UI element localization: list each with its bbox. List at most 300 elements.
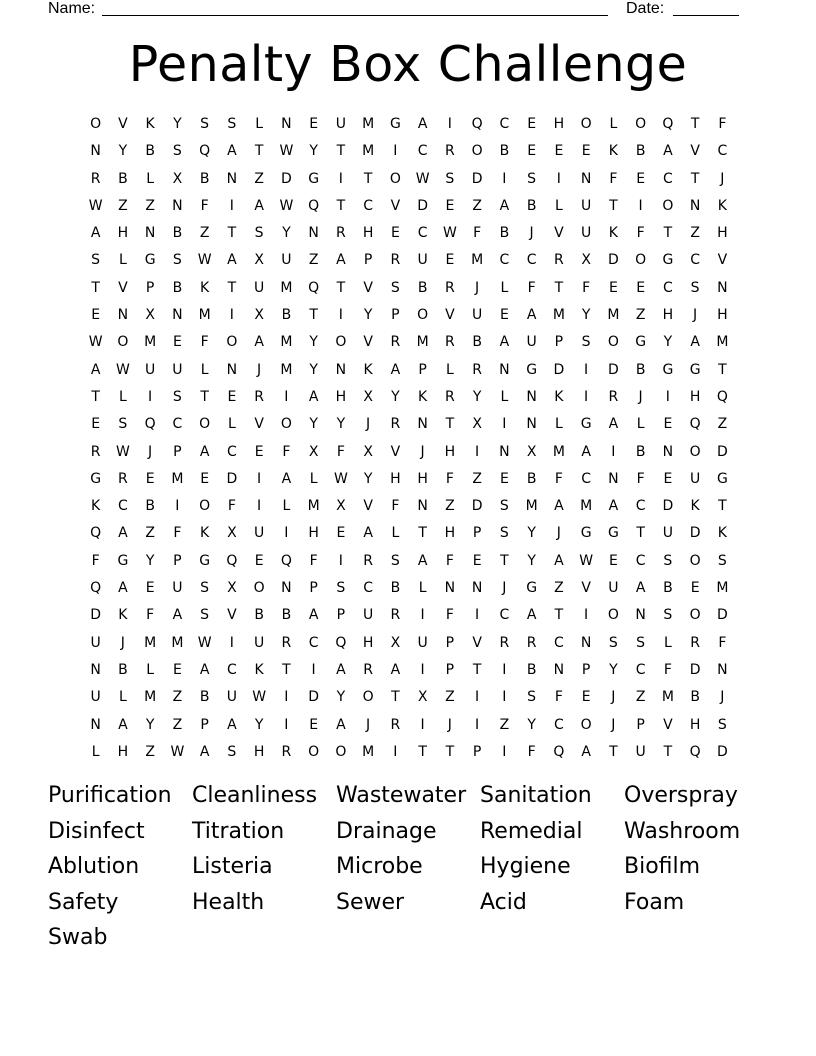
grid-letter: L [282,498,291,515]
grid-letter: B [145,498,155,515]
grid-letter: F [91,552,100,569]
grid-letter: A [336,716,346,733]
grid-row [82,684,736,711]
grid-letter: D [607,361,619,378]
grid-letter: W [579,552,594,569]
grid-letter: B [254,607,264,624]
grid-letter: W [279,143,294,160]
grid-letter: E [445,197,455,214]
grid-letter: D [226,470,238,487]
grid-letter: J [475,279,480,296]
grid-letter: S [200,607,210,624]
grid-letter: M [280,279,293,296]
grid-letter: B [472,334,482,351]
grid-letter: I [502,416,507,433]
grid-letter: S [200,580,210,597]
grid-letter: Y [472,388,482,405]
grid-letter: B [526,197,537,214]
grid-letter: C [553,716,564,733]
grid-letter: S [690,279,700,296]
grid-letter: I [420,716,425,733]
grid-row [82,520,736,547]
grid-row [82,739,736,766]
grid-letter: O [362,689,374,706]
word-bank-item: Health [192,889,265,915]
grid-letter: B [526,661,537,678]
grid-letter: H [362,634,374,651]
header-line [48,0,748,20]
grid-letter: N [281,116,292,132]
grid-letter: Y [336,416,346,433]
grid-letter: Z [717,416,728,433]
grid-letter: K [608,143,618,160]
grid-letter: R [363,661,373,678]
grid-letter: L [445,361,454,378]
grid-letter: W [415,170,430,187]
grid-letter: I [229,634,234,651]
grid-letter: F [391,498,400,515]
grid-letter: X [227,525,237,542]
grid-letter: A [608,416,619,433]
grid-letter: C [690,252,701,269]
grid-letter: Y [363,470,373,487]
grid-letter: T [609,197,618,214]
grid-letter: C [226,443,237,460]
grid-letter: O [226,334,238,351]
grid-letter: Z [690,225,700,242]
grid-letter: Z [472,197,482,214]
grid-letter: O [280,416,292,433]
grid-letter: F [309,552,318,569]
grid-letter: F [473,225,482,242]
grid-letter: Z [635,689,646,706]
grid-letter: A [172,607,183,624]
grid-letter: D [689,661,701,678]
grid-letter: N [499,443,510,460]
grid-letter: B [172,225,183,242]
grid-letter: M [362,743,375,760]
grid-letter: F [718,634,727,651]
grid-letter: A [336,661,346,678]
grid-letter: M [280,334,293,351]
grid-letter: B [118,170,128,187]
grid-row [82,439,736,466]
grid-letter: E [527,116,537,132]
grid-letter: C [526,252,537,269]
grid-letter: I [229,307,234,324]
grid-letter: H [117,743,129,760]
grid-letter: O [689,443,701,460]
grid-letter: Q [471,116,483,132]
grid-letter: M [144,634,157,651]
grid-letter: W [442,225,457,242]
grid-letter: E [636,170,646,187]
grid-letter: N [580,170,592,187]
grid-letter: R [445,279,455,296]
grid-letter: N [417,498,428,515]
grid-letter: G [662,361,674,378]
grid-letter: A [254,197,264,214]
grid-row [82,384,736,411]
grid-letter: S [91,252,101,269]
grid-letter: L [118,388,127,405]
grid-letter: J [638,388,643,405]
grid-letter: E [445,252,455,269]
grid-letter: W [115,361,130,378]
grid-letter: E [527,143,537,160]
word-bank-item: Washroom [624,818,741,844]
grid-letter: O [417,307,429,324]
grid-letter: J [447,716,452,733]
grid-letter: H [117,225,129,242]
grid-letter: P [472,525,482,542]
grid-letter: Z [445,498,455,515]
grid-letter: N [717,279,728,296]
grid-letter: J [720,170,725,187]
grid-letter: A [90,361,101,378]
grid-letter: K [254,661,264,678]
grid-letter: I [502,743,507,760]
grid-letter: F [200,334,209,351]
grid-letter: E [554,143,564,160]
grid-letter: Y [282,225,291,242]
grid-letter: M [661,689,674,706]
grid-letter: A [499,334,510,351]
grid-letter: V [717,252,728,269]
grid-letter: V [663,716,673,733]
grid-letter: E [145,580,155,597]
grid-letter: H [689,716,701,733]
grid-letter: B [690,689,700,706]
grid-letter: F [636,470,645,487]
grid-letter: L [391,525,400,542]
grid-letter: E [309,716,319,733]
grid-letter: P [309,580,318,597]
grid-letter: R [281,743,292,760]
grid-letter: A [363,525,373,542]
grid-letter: X [472,416,482,433]
grid-letter: Y [118,143,128,160]
grid-letter: I [284,689,289,706]
grid-letter: P [363,252,373,269]
grid-letter: F [146,607,155,624]
grid-letter: V [118,279,128,296]
grid-letter: N [608,470,619,487]
grid-letter: Z [118,197,128,214]
grid-row [82,193,736,220]
grid-letter: U [417,634,428,651]
grid-letter: Y [254,716,264,733]
grid-letter: S [717,552,727,569]
grid-letter: Y [173,116,182,132]
grid-letter: S [336,580,346,597]
page-title: Penalty Box Challenge [128,36,688,93]
grid-letter: E [499,307,509,324]
grid-letter: N [662,443,674,460]
word-bank-item: Foam [624,889,685,915]
grid-letter: A [526,607,537,624]
grid-letter: W [197,634,212,651]
grid-letter: E [172,334,182,351]
grid-letter: L [255,116,264,132]
grid-letter: R [90,443,101,460]
grid-letter: T [445,416,455,433]
grid-letter: B [526,470,537,487]
word-bank-item: Disinfect [48,818,145,844]
grid-letter: A [227,716,237,733]
grid-letter: Y [309,361,318,378]
grid-letter: O [335,743,347,760]
word-bank-item: Sanitation [480,783,592,808]
grid-letter: I [393,743,398,760]
grid-letter: T [336,197,346,214]
grid-letter: Q [144,416,156,433]
grid-letter: D [471,498,483,515]
grid-letter: Y [527,716,536,733]
grid-letter: Q [335,634,347,651]
grid-letter: V [445,307,455,324]
grid-letter: X [254,252,264,269]
grid-letter: H [444,443,456,460]
grid-letter: J [720,689,725,706]
grid-letter: V [690,143,700,160]
grid-letter: W [170,743,185,760]
grid-letter: B [172,279,183,296]
grid-letter: I [311,661,316,678]
grid-letter: Q [308,279,320,296]
grid-letter: A [581,443,591,460]
grid-letter: X [227,580,237,597]
grid-letter: X [390,634,401,651]
grid-letter: A [554,552,564,569]
grid-letter: V [390,197,401,214]
grid-letter: B [635,143,646,160]
grid-letter: X [308,443,319,460]
grid-letter: I [393,143,398,160]
grid-letter: I [502,661,507,678]
grid-letter: L [500,388,509,405]
grid-row [82,466,736,493]
grid-letter: K [554,388,564,405]
grid-letter: I [284,388,289,405]
grid-letter: P [200,716,209,733]
grid-letter: E [172,661,182,678]
grid-letter: R [690,634,700,651]
grid-letter: R [499,634,510,651]
grid-letter: I [257,498,262,515]
word-bank-item: Titration [192,818,285,844]
grid-letter: A [227,252,237,269]
grid-letter: R [608,388,619,405]
grid-letter: O [607,607,619,624]
grid-letter: K [418,388,428,405]
grid-letter: P [391,307,400,324]
grid-letter: F [609,170,618,187]
grid-letter: T [718,361,727,378]
grid-letter: I [584,388,589,405]
grid-letter: H [308,525,319,542]
grid-letter: M [362,143,375,160]
grid-letter: J [257,361,262,378]
grid-letter: V [254,416,264,433]
grid-letter: G [526,361,538,378]
grid-letter: E [336,525,346,542]
grid-row [82,329,736,356]
grid-letter: Q [226,552,238,569]
grid-letter: F [554,689,563,706]
grid-letter: Y [336,689,346,706]
grid-letter: P [336,607,346,624]
grid-letter: S [527,689,537,706]
grid-letter: W [88,197,103,214]
grid-letter: S [390,279,400,296]
grid-letter: E [91,416,101,433]
grid-letter: A [118,716,128,733]
grid-letter: I [148,388,153,405]
grid-letter: V [363,334,373,351]
grid-letter: N [308,225,319,242]
grid-letter: Q [689,416,701,433]
grid-letter: O [580,716,592,733]
grid-letter: O [635,252,647,269]
date-blank-line [673,0,739,16]
grid-letter: P [418,361,427,378]
grid-letter: K [717,525,727,542]
grid-row [82,357,736,384]
grid-letter: V [118,116,128,132]
grid-letter: Z [199,225,210,242]
grid-letter: V [363,279,373,296]
grid-letter: Q [662,116,674,132]
word-bank-item: Remedial [480,818,583,844]
grid-letter: G [635,334,647,351]
grid-letter: P [173,552,182,569]
grid-letter: E [309,116,319,132]
grid-letter: N [335,361,347,378]
grid-letter: D [308,689,320,706]
grid-row [82,166,736,193]
grid-letter: B [663,580,673,597]
grid-row [82,548,736,575]
grid-letter: E [636,279,646,296]
grid-letter: R [281,634,292,651]
grid-letter: F [282,443,291,460]
grid-row [82,275,736,302]
grid-letter: Y [527,525,536,542]
grid-letter: S [717,716,727,733]
grid-letter: O [90,116,102,132]
grid-letter: M [280,361,293,378]
grid-letter: D [471,170,483,187]
grid-letter: C [417,225,428,242]
grid-letter: N [580,634,592,651]
grid-letter: S [172,252,182,269]
grid-letter: Q [90,580,102,597]
grid-row [82,247,736,274]
grid-letter: Z [472,470,482,487]
grid-letter: T [282,661,291,678]
grid-letter: R [445,143,455,160]
grid-letter: Y [309,143,318,160]
grid-letter: T [418,743,427,760]
grid-letter: Q [716,388,728,405]
grid-letter: Z [145,525,155,542]
grid-letter: M [171,470,184,487]
grid-letter: C [499,252,510,269]
grid-letter: T [336,279,346,296]
grid-letter: I [257,470,262,487]
grid-letter: L [200,361,209,378]
grid-letter: U [254,525,265,542]
grid-letter: G [526,580,538,597]
grid-letter: S [527,170,537,187]
grid-letter: Y [527,552,536,569]
grid-letter: O [607,334,619,351]
grid-letter: T [663,225,673,242]
name-label: Name: [48,0,96,17]
grid-letter: H [362,225,374,242]
grid-letter: G [308,170,320,187]
grid-letter: I [338,552,343,569]
grid-letter: I [584,607,589,624]
grid-letter: E [472,552,482,569]
grid-letter: N [689,197,701,214]
grid-letter: G [607,525,619,542]
grid-letter: A [390,661,401,678]
grid-letter: L [146,170,155,187]
grid-letter: U [226,689,237,706]
grid-letter: N [172,197,183,214]
grid-letter: M [144,689,157,706]
grid-letter: Q [308,197,320,214]
grid-letter: V [472,634,482,651]
grid-letter: T [254,143,264,160]
grid-letter: M [716,334,729,351]
grid-letter: E [608,279,618,296]
grid-letter: E [390,225,400,242]
grid-letter: T [663,743,673,760]
grid-letter: L [118,252,127,269]
grid-letter: Q [689,743,701,760]
grid-letter: J [366,416,371,433]
grid-letter: A [90,225,101,242]
grid-letter: T [200,388,209,405]
grid-letter: C [226,661,237,678]
grid-letter: K [690,498,700,515]
grid-letter: L [500,279,509,296]
grid-letter: N [281,580,292,597]
grid-letter: I [175,498,180,515]
grid-letter: K [91,498,101,515]
grid-letter: V [581,580,591,597]
grid-letter: U [472,307,483,324]
grid-letter: H [717,307,728,324]
grid-letter: I [475,716,480,733]
grid-letter: N [635,607,646,624]
grid-letter: B [199,170,210,187]
grid-letter: B [499,143,510,160]
grid-letter: U [254,279,265,296]
grid-letter: I [475,607,480,624]
grid-letter: F [445,552,454,569]
grid-letter: I [502,689,507,706]
grid-letter: J [148,443,153,460]
grid-letter: J [120,634,125,651]
grid-letter: C [635,552,646,569]
grid-letter: O [635,116,647,132]
grid-letter: E [581,689,591,706]
grid-letter: R [363,552,373,569]
